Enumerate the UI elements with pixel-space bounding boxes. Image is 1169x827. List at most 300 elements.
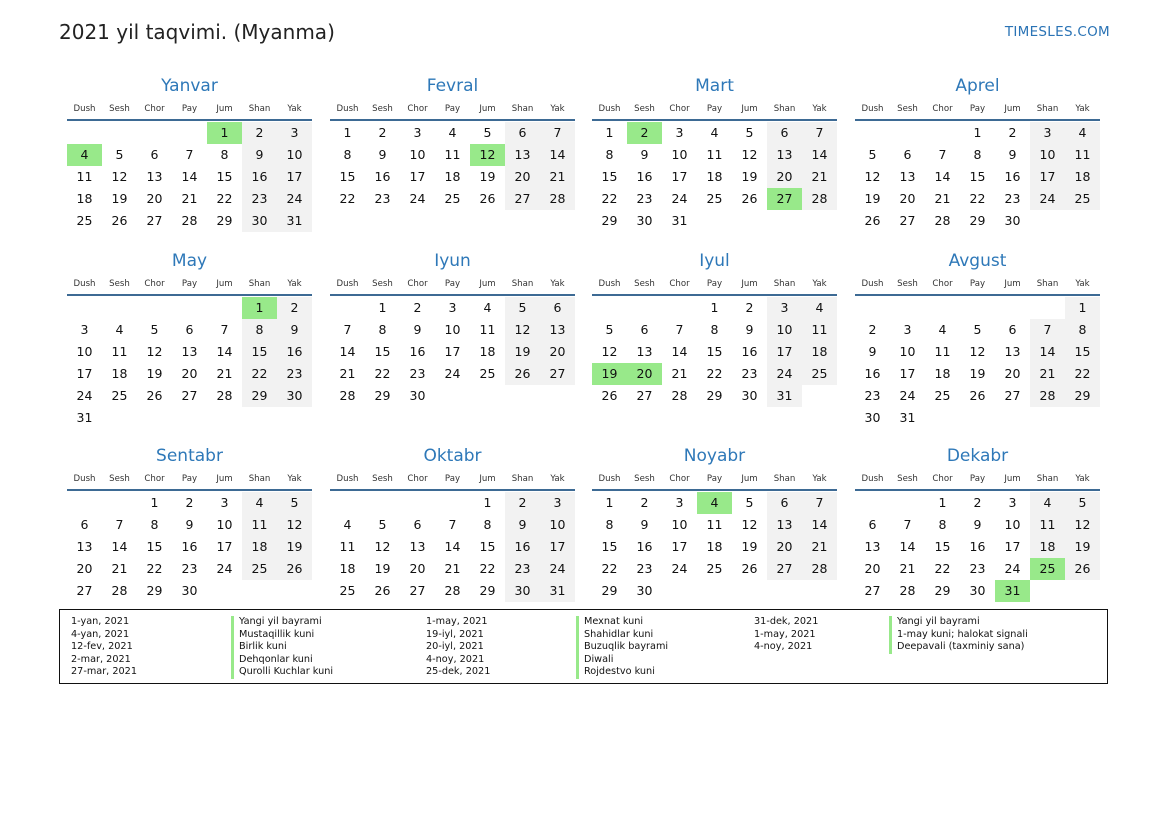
day-cell: 23 [181, 561, 198, 576]
day-cell: 6 [80, 517, 89, 532]
week-row [67, 144, 312, 166]
day-cell: 28 [111, 583, 128, 598]
month-name: Sentabr [156, 446, 223, 466]
day-cell: 25 [111, 388, 128, 403]
day-cell: 15 [601, 169, 618, 184]
day-cell: 22 [1065, 363, 1100, 385]
day-cell: 24 [1030, 188, 1065, 210]
day-grid [330, 297, 575, 407]
empty-cell [242, 580, 277, 602]
empty-cell [732, 580, 767, 602]
month-mart [592, 70, 837, 250]
weekday-label: Yak [1075, 279, 1090, 289]
empty-cell [505, 385, 540, 407]
week-row [855, 188, 1100, 210]
day-cell: 13 [409, 539, 426, 554]
empty-cell [1030, 210, 1065, 232]
day-cell: 31 [767, 385, 802, 407]
day-cell: 6 [767, 492, 802, 514]
day-cell: 24 [277, 188, 312, 210]
empty-cell [207, 297, 242, 319]
day-cell: 18 [339, 561, 356, 576]
weekday-label: Chor [932, 279, 953, 289]
header-rule [592, 119, 837, 121]
empty-cell [890, 492, 925, 514]
empty-cell [540, 385, 575, 407]
day-cell: 20 [899, 191, 916, 206]
day-cell: 7 [802, 492, 837, 514]
empty-cell [470, 385, 505, 407]
header-rule [855, 489, 1100, 491]
day-cell: 3 [413, 125, 422, 140]
day-cell: 13 [767, 144, 802, 166]
weekday-label: Dush [73, 279, 96, 289]
week-row [67, 558, 312, 580]
day-cell: 10 [671, 147, 688, 162]
day-cell: 27 [636, 388, 653, 403]
day-cell: 8 [938, 517, 947, 532]
day-cell: 18 [706, 539, 723, 554]
week-row [592, 536, 837, 558]
day-cell: 8 [1065, 319, 1100, 341]
week-row [67, 122, 312, 144]
weekday-label: Chor [144, 279, 165, 289]
empty-cell [855, 297, 890, 319]
day-cell: 23 [864, 388, 881, 403]
day-cell: 16 [505, 536, 540, 558]
day-cell: 4 [67, 144, 102, 166]
day-cell: 22 [934, 561, 951, 576]
day-cell: 12 [601, 344, 618, 359]
legend-date: 1-yan, 2021 [71, 616, 130, 627]
empty-cell [1065, 407, 1100, 429]
empty-cell [67, 297, 102, 319]
day-cell: 19 [111, 191, 128, 206]
day-cell: 8 [483, 517, 492, 532]
header-rule [67, 119, 312, 121]
day-cell: 3 [675, 495, 684, 510]
day-cell: 21 [540, 166, 575, 188]
day-cell: 1 [207, 122, 242, 144]
day-cell: 10 [444, 322, 461, 337]
legend-holiday-name: Shahidlar kuni [584, 628, 654, 640]
day-cell: 11 [444, 147, 461, 162]
day-cell: 21 [802, 166, 837, 188]
day-cell: 13 [636, 344, 653, 359]
day-cell: 17 [540, 536, 575, 558]
weekday-label: Pay [969, 104, 986, 114]
week-row [855, 385, 1100, 407]
day-cell: 20 [76, 561, 93, 576]
day-cell: 7 [938, 147, 947, 162]
day-cell: 22 [969, 191, 986, 206]
weekday-label: Dush [336, 279, 359, 289]
day-cell: 5 [605, 322, 614, 337]
day-cell: 15 [479, 539, 496, 554]
day-cell: 1 [483, 495, 492, 510]
day-cell: 24 [540, 558, 575, 580]
day-cell: 13 [1004, 344, 1021, 359]
empty-cell [172, 407, 207, 429]
weekday-label: Sesh [897, 104, 918, 114]
day-cell: 30 [277, 385, 312, 407]
empty-cell [627, 297, 662, 319]
day-cell: 21 [339, 366, 356, 381]
month-name: Fevral [426, 76, 479, 96]
week-row [592, 297, 837, 319]
week-row [855, 319, 1100, 341]
day-cell: 12 [470, 144, 505, 166]
day-cell: 4 [1065, 122, 1100, 144]
weekday-header [67, 277, 312, 291]
empty-cell [242, 407, 277, 429]
day-cell: 3 [277, 122, 312, 144]
empty-cell [697, 210, 732, 232]
day-cell: 3 [540, 492, 575, 514]
day-cell: 22 [242, 363, 277, 385]
day-cell: 9 [505, 514, 540, 536]
day-cell: 3 [1030, 122, 1065, 144]
day-cell: 3 [80, 322, 89, 337]
header-rule [330, 489, 575, 491]
day-cell: 4 [802, 297, 837, 319]
day-cell: 22 [216, 191, 233, 206]
day-cell: 4 [1030, 492, 1065, 514]
empty-cell [207, 407, 242, 429]
weekday-label: Pay [706, 104, 723, 114]
weekday-label: Sesh [109, 474, 130, 484]
week-row [67, 514, 312, 536]
day-cell: 26 [146, 388, 163, 403]
weekday-label: Yak [812, 474, 827, 484]
site-link[interactable]: TIMESLES.COM [1004, 24, 1110, 40]
weekday-label: Sesh [109, 279, 130, 289]
day-grid [67, 122, 312, 232]
day-cell: 31 [671, 213, 688, 228]
day-cell: 18 [934, 366, 951, 381]
day-cell: 20 [146, 191, 163, 206]
weekday-label: Sesh [634, 104, 655, 114]
day-cell: 9 [1008, 147, 1017, 162]
weekday-label: Sesh [634, 279, 655, 289]
day-cell: 21 [1030, 363, 1065, 385]
day-cell: 1 [605, 125, 614, 140]
day-cell: 18 [76, 191, 93, 206]
day-cell: 29 [242, 385, 277, 407]
day-cell: 8 [378, 322, 387, 337]
day-grid [855, 297, 1100, 429]
month-sentabr [67, 440, 312, 620]
day-grid [330, 122, 575, 210]
day-cell: 7 [1030, 319, 1065, 341]
weekday-label: Yak [550, 104, 565, 114]
day-cell: 6 [640, 322, 649, 337]
empty-cell [960, 297, 995, 319]
day-cell: 26 [741, 561, 758, 576]
day-cell: 13 [540, 319, 575, 341]
day-grid [592, 297, 837, 407]
day-cell: 24 [409, 191, 426, 206]
weekday-label: Shan [248, 474, 271, 484]
day-cell: 7 [540, 122, 575, 144]
week-row [855, 580, 1100, 602]
month-avgust [855, 245, 1100, 425]
day-cell: 3 [220, 495, 229, 510]
day-cell: 15 [242, 341, 277, 363]
day-cell: 15 [339, 169, 356, 184]
day-cell: 16 [636, 169, 653, 184]
week-row [330, 188, 575, 210]
month-name: Iyun [434, 251, 471, 271]
weekday-header [67, 102, 312, 116]
weekday-label: Shan [773, 279, 796, 289]
day-cell: 6 [150, 147, 159, 162]
day-cell: 20 [627, 363, 662, 385]
empty-cell [662, 297, 697, 319]
empty-cell [995, 297, 1030, 319]
day-cell: 20 [1004, 366, 1021, 381]
weekday-header [855, 472, 1100, 486]
day-cell: 18 [479, 344, 496, 359]
week-row [592, 558, 837, 580]
day-cell: 8 [605, 147, 614, 162]
day-cell: 4 [697, 492, 732, 514]
day-cell: 5 [1065, 492, 1100, 514]
day-cell: 20 [181, 366, 198, 381]
month-oktabr [330, 440, 575, 620]
day-cell: 19 [1065, 536, 1100, 558]
day-cell: 16 [409, 344, 426, 359]
day-cell: 7 [675, 322, 684, 337]
day-cell: 11 [802, 319, 837, 341]
day-cell: 17 [409, 169, 426, 184]
day-cell: 24 [767, 363, 802, 385]
day-cell: 11 [934, 344, 951, 359]
day-cell: 3 [448, 300, 457, 315]
weekday-label: Yak [550, 474, 565, 484]
day-cell: 2 [868, 322, 877, 337]
day-cell: 19 [146, 366, 163, 381]
day-cell: 22 [601, 191, 618, 206]
weekday-label: Sesh [897, 279, 918, 289]
day-cell: 6 [1008, 322, 1017, 337]
day-cell: 27 [505, 188, 540, 210]
day-cell: 19 [741, 169, 758, 184]
week-row [855, 210, 1100, 232]
legend-date: 25-dek, 2021 [426, 666, 491, 678]
weekday-label: Shan [248, 104, 271, 114]
day-cell: 7 [185, 147, 194, 162]
day-cell: 28 [671, 388, 688, 403]
legend-holiday-name: Yangi yil bayrami [897, 616, 980, 627]
weekday-label: Jum [741, 474, 758, 484]
day-cell: 1 [242, 297, 277, 319]
weekday-header [855, 102, 1100, 116]
week-row [592, 580, 837, 602]
day-cell: 28 [934, 213, 951, 228]
weekday-label: Chor [144, 104, 165, 114]
legend-holiday-name: Rojdestvo kuni [584, 666, 655, 678]
week-row [592, 188, 837, 210]
weekday-label: Sesh [372, 279, 393, 289]
day-cell: 26 [277, 558, 312, 580]
day-cell: 5 [483, 125, 492, 140]
day-cell: 4 [242, 492, 277, 514]
day-cell: 16 [181, 539, 198, 554]
day-cell: 7 [343, 322, 352, 337]
empty-cell [890, 122, 925, 144]
week-row [330, 558, 575, 580]
day-cell: 23 [636, 561, 653, 576]
day-cell: 30 [741, 388, 758, 403]
weekday-label: Dush [336, 474, 359, 484]
empty-cell [172, 297, 207, 319]
header-rule [855, 294, 1100, 296]
day-cell: 12 [969, 344, 986, 359]
weekday-label: Pay [181, 474, 198, 484]
day-cell: 13 [76, 539, 93, 554]
weekday-label: Dush [336, 104, 359, 114]
day-cell: 16 [969, 539, 986, 554]
week-row [330, 166, 575, 188]
weekday-label: Dush [598, 474, 621, 484]
weekday-label: Chor [932, 474, 953, 484]
day-cell: 19 [864, 191, 881, 206]
weekday-label: Yak [287, 279, 302, 289]
day-cell: 4 [483, 300, 492, 315]
weekday-label: Shan [1036, 279, 1059, 289]
day-cell: 18 [1065, 166, 1100, 188]
day-cell: 20 [767, 166, 802, 188]
header-rule [330, 119, 575, 121]
weekday-label: Sesh [372, 474, 393, 484]
day-cell: 23 [741, 366, 758, 381]
day-cell: 10 [76, 344, 93, 359]
day-cell: 1 [378, 300, 387, 315]
month-iyun [330, 245, 575, 425]
day-cell: 10 [277, 144, 312, 166]
legend-holiday-name: 1-may kuni; halokat signali [897, 628, 1028, 640]
week-row [855, 536, 1100, 558]
weekday-label: Shan [773, 474, 796, 484]
empty-cell [925, 297, 960, 319]
header-rule [67, 489, 312, 491]
weekday-label: Dush [73, 474, 96, 484]
weekday-label: Chor [407, 474, 428, 484]
day-cell: 9 [973, 517, 982, 532]
week-row [330, 341, 575, 363]
day-cell: 23 [1004, 191, 1021, 206]
empty-cell [365, 492, 400, 514]
day-cell: 9 [745, 322, 754, 337]
weekday-header [592, 472, 837, 486]
day-cell: 11 [706, 517, 723, 532]
day-cell: 30 [636, 583, 653, 598]
day-cell: 4 [710, 125, 719, 140]
day-cell: 24 [444, 366, 461, 381]
empty-cell [137, 122, 172, 144]
day-cell: 28 [802, 558, 837, 580]
legend-date: 27-mar, 2021 [71, 666, 137, 678]
day-cell: 29 [216, 213, 233, 228]
day-cell: 29 [601, 583, 618, 598]
day-cell: 28 [339, 388, 356, 403]
day-cell: 17 [1004, 539, 1021, 554]
week-row [855, 122, 1100, 144]
day-cell: 4 [343, 517, 352, 532]
empty-cell [890, 297, 925, 319]
day-cell: 27 [864, 583, 881, 598]
empty-cell [400, 492, 435, 514]
weekday-label: Dush [861, 104, 884, 114]
day-grid [592, 122, 837, 232]
day-cell: 19 [479, 169, 496, 184]
weekday-label: Pay [969, 474, 986, 484]
empty-cell [102, 122, 137, 144]
day-cell: 18 [111, 366, 128, 381]
legend-date: 19-iyl, 2021 [426, 628, 484, 640]
legend-names-column [889, 616, 1028, 654]
day-cell: 28 [181, 213, 198, 228]
week-row [67, 407, 312, 429]
week-row [855, 514, 1100, 536]
day-cell: 29 [479, 583, 496, 598]
day-cell: 28 [802, 188, 837, 210]
legend-date: 20-iyl, 2021 [426, 641, 484, 653]
month-name: May [171, 251, 208, 271]
legend-holiday-name: Diwali [584, 653, 614, 665]
weekday-label: Dush [861, 474, 884, 484]
day-cell: 10 [767, 319, 802, 341]
header-rule [330, 294, 575, 296]
month-dekabr [855, 440, 1100, 620]
day-cell: 8 [605, 517, 614, 532]
day-cell: 25 [1030, 558, 1065, 580]
empty-cell [137, 297, 172, 319]
week-row [330, 580, 575, 602]
day-cell: 14 [540, 144, 575, 166]
empty-cell [102, 407, 137, 429]
day-cell: 4 [448, 125, 457, 140]
empty-cell [172, 122, 207, 144]
day-cell: 30 [636, 213, 653, 228]
day-cell: 10 [1030, 144, 1065, 166]
day-cell: 12 [277, 514, 312, 536]
day-cell: 26 [864, 213, 881, 228]
day-cell: 9 [277, 319, 312, 341]
weekday-label: Jum [479, 474, 496, 484]
weekday-label: Jum [216, 104, 233, 114]
week-row [67, 166, 312, 188]
day-cell: 13 [505, 144, 540, 166]
day-cell: 12 [1065, 514, 1100, 536]
day-cell: 15 [706, 344, 723, 359]
empty-cell [67, 492, 102, 514]
legend-dates-column [426, 616, 490, 679]
day-cell: 11 [339, 539, 356, 554]
day-cell: 31 [76, 410, 93, 425]
day-cell: 14 [339, 344, 356, 359]
week-row [330, 363, 575, 385]
day-cell: 26 [1065, 558, 1100, 580]
weekday-label: Yak [812, 104, 827, 114]
empty-cell [802, 385, 837, 407]
day-cell: 22 [706, 366, 723, 381]
day-cell: 1 [1065, 297, 1100, 319]
day-cell: 26 [374, 583, 391, 598]
legend-holiday-name: Qurolli Kuchlar kuni [239, 666, 334, 678]
week-row [330, 297, 575, 319]
